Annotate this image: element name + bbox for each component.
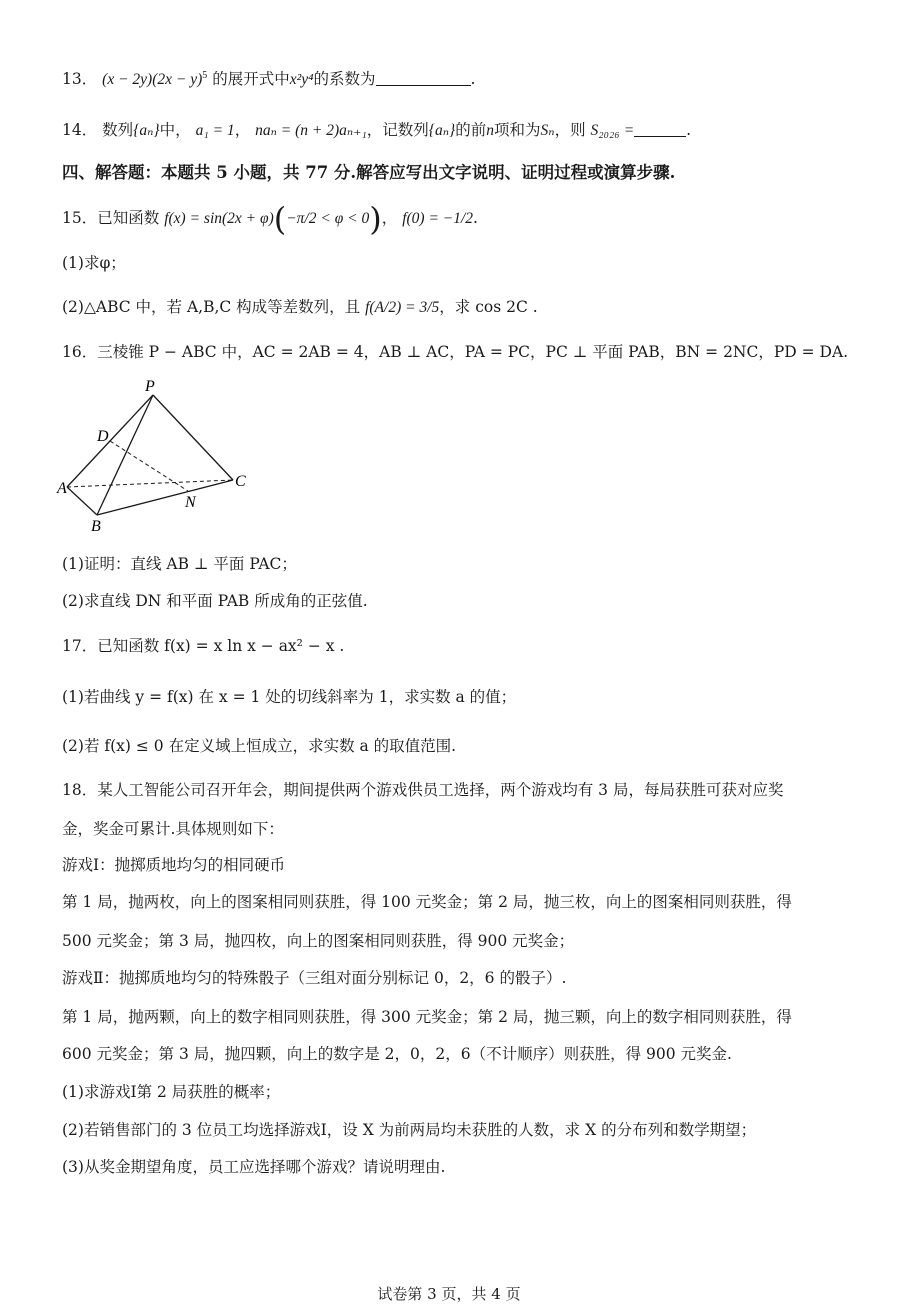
question-number: 17． bbox=[62, 637, 98, 655]
period: . bbox=[470, 70, 476, 88]
game-1-rule: 第 1 局，抛两枚，向上的图案相同则获胜，得 100 元奖金；第 2 局，抛三枚，向上的图案相同则获胜，得 bbox=[62, 893, 792, 911]
paren-right: ) bbox=[369, 200, 382, 238]
answer-blank[interactable] bbox=[634, 136, 686, 137]
game-1-rule: 500 元奖金；第 3 局，抛四枚，向上的图案相同则获胜，得 900 元奖金； bbox=[62, 932, 575, 950]
question-text: ，则 bbox=[554, 121, 586, 139]
period: . bbox=[473, 209, 478, 227]
separator: ， bbox=[381, 209, 398, 227]
question-text: ，记数列 bbox=[366, 121, 429, 139]
exponent: 5 bbox=[202, 69, 208, 81]
math-condition: a₁ = 1 bbox=[195, 122, 235, 139]
question-text: 三棱锥 P − ABC 中，AC = 2AB = 4，AB ⊥ AC，PA = PC，PC ⊥ 平面 PAB，BN = 2NC，PD = DA. bbox=[97, 343, 849, 361]
math-condition: −π/2 < φ < 0 bbox=[286, 210, 370, 227]
q16-part-2: (2)求直线 DN 和平面 PAB 所成角的正弦值. bbox=[62, 592, 368, 610]
question-13 bbox=[62, 68, 475, 91]
question-number: 14． bbox=[62, 121, 98, 139]
period: . bbox=[686, 121, 692, 139]
math-term: x²y⁴ bbox=[289, 71, 314, 88]
question-text: 已知函数 bbox=[97, 209, 160, 227]
section-heading: 四、解答题：本题共 5 小题，共 77 分.解答应写出文字说明、证明过程或演算步骤. bbox=[62, 163, 676, 182]
game-2-rule: 600 元奖金；第 3 局，抛四颗，向上的数字是 2，0，2，6（不计顺序）则获胜，得 900 元奖金. bbox=[62, 1045, 732, 1063]
question-text: 数列 bbox=[102, 121, 134, 139]
question-number: 13． bbox=[62, 70, 98, 88]
edge-PB bbox=[97, 395, 153, 515]
math-condition: f(0) = −1/2 bbox=[402, 210, 474, 227]
label-B: B bbox=[91, 518, 101, 535]
label-P: P bbox=[145, 378, 155, 395]
question-text: 的系数为 bbox=[313, 70, 376, 88]
separator: ， bbox=[234, 121, 251, 139]
q15-part-2 bbox=[62, 296, 538, 319]
q18-part-2: (2)若销售部门的 3 位员工均选择游戏Ⅰ，设 X 为前两局均未获胜的人数，求 X 的分布列和数学期望； bbox=[62, 1121, 757, 1139]
math-variable: Sₙ bbox=[540, 122, 555, 139]
question-14 bbox=[62, 119, 691, 142]
question-number: 15． bbox=[62, 209, 98, 227]
q18-text-line-2: 金，奖金可累计.具体规则如下： bbox=[62, 820, 284, 838]
page-footer: 试卷第 3 页，共 4 页 bbox=[377, 1285, 521, 1303]
question-15 bbox=[62, 200, 478, 238]
q18-part-3: (3)从奖金期望角度，员工应选择哪个游戏？请说明理由. bbox=[62, 1158, 446, 1176]
math-recurrence: naₙ = (n + 2)aₙ₊₁ bbox=[255, 122, 367, 139]
math-sequence: {aₙ} bbox=[428, 122, 456, 139]
question-text: 某人工智能公司召开年会，期间提供两个游戏供员工选择，两个游戏均有 3 局，每局获胜可获对应奖 bbox=[97, 781, 784, 799]
question-17 bbox=[62, 635, 344, 657]
edge-PC bbox=[153, 395, 233, 480]
game-2-rule: 第 1 局，抛两颗，向上的数字相同则获胜，得 300 元奖金；第 2 局，抛三颗，向上的数字相同则获胜，得 bbox=[62, 1008, 792, 1026]
q15-part-1: (1)求φ； bbox=[62, 254, 126, 272]
edge-AB bbox=[67, 487, 97, 515]
question-text: 的前 bbox=[455, 121, 487, 139]
math-sequence: {aₙ} bbox=[133, 122, 160, 139]
question-text: 项和为 bbox=[494, 121, 541, 139]
math-function: f(x) = sin(2x + φ) bbox=[164, 210, 274, 227]
question-text: 已知函数 f(x) = x ln x − ax² − x . bbox=[97, 637, 345, 655]
game-1-title: 游戏Ⅰ：抛掷质地均匀的相同硬币 bbox=[62, 856, 286, 874]
question-number: 16． bbox=[62, 343, 98, 361]
label-C: C bbox=[235, 473, 246, 490]
segment-DN-dashed bbox=[110, 441, 188, 491]
q17-part-1: (1)若曲线 y = f(x) 在 x = 1 处的切线斜率为 1，求实数 a 的值； bbox=[62, 688, 517, 706]
math-variable: n bbox=[486, 122, 494, 139]
label-N: N bbox=[185, 494, 196, 511]
question-text: ，求 cos 2C . bbox=[439, 298, 538, 316]
math-condition: f(A/2) = 3/5 bbox=[365, 299, 440, 316]
q16-part-1: (1)证明：直线 AB ⊥ 平面 PAC； bbox=[62, 555, 297, 573]
question-text: 的展开式中 bbox=[212, 70, 290, 88]
math-expression: (x − 2y)(2x − y) bbox=[102, 71, 203, 88]
label-A: A bbox=[57, 480, 67, 497]
question-number: 18． bbox=[62, 781, 98, 799]
question-text: 中， bbox=[159, 121, 191, 139]
game-2-title: 游戏Ⅱ：抛掷质地均匀的特殊骰子（三组对面分别标记 0，2，6 的骰子）. bbox=[62, 969, 567, 987]
math-expression: S₂₀₂₆ = bbox=[590, 122, 635, 139]
pyramid-figure bbox=[55, 375, 265, 535]
question-16 bbox=[62, 341, 848, 363]
question-18 bbox=[62, 779, 783, 801]
label-D: D bbox=[97, 428, 109, 445]
paren-left: ( bbox=[273, 200, 287, 238]
question-text: (2)△ABC 中，若 A,B,C 构成等差数列，且 bbox=[62, 298, 361, 316]
q18-part-1: (1)求游戏Ⅰ第 2 局获胜的概率； bbox=[62, 1083, 281, 1101]
q17-part-2: (2)若 f(x) ≤ 0 在定义域上恒成立，求实数 a 的取值范围. bbox=[62, 737, 457, 755]
answer-blank[interactable] bbox=[376, 85, 471, 86]
